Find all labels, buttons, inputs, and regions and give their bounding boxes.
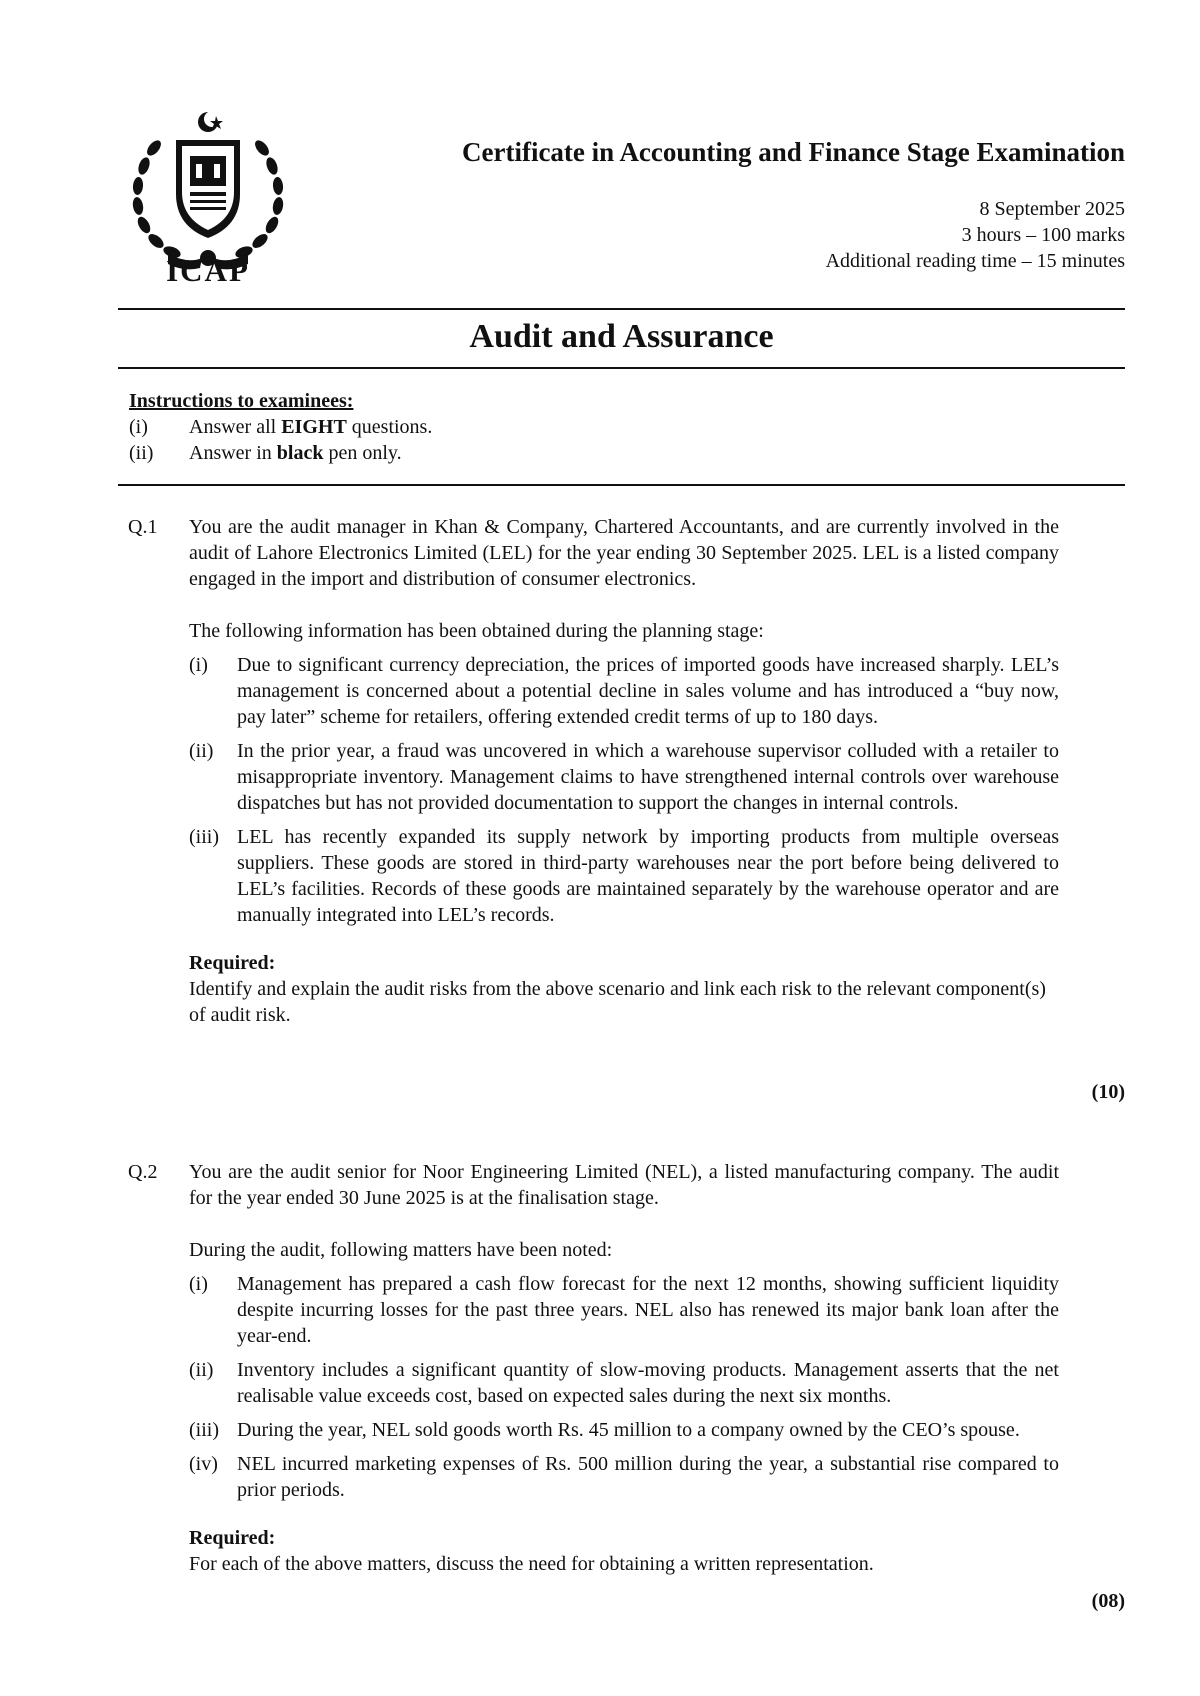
instruction-item xyxy=(129,440,402,466)
instruction-emphasis: EIGHT xyxy=(281,416,347,438)
scenario-item xyxy=(189,1417,1059,1443)
question-body xyxy=(189,1159,1059,1577)
scenario-item-text: During the year, NEL sold goods worth Rs. 45 million to a company owned by the CEO’s spouse. xyxy=(237,1419,1020,1441)
question-marks: (10) xyxy=(1091,1081,1125,1103)
divider-instructions xyxy=(118,484,1125,486)
divider-subject xyxy=(118,367,1125,369)
logo-text: ICAP xyxy=(166,253,250,288)
scenario-item-text: LEL has recently expanded its supply network by importing products from multiple overseas suppliers. These goods are stored in third-party warehouses near the port before being delivered to LEL’s facilities. Records of these goods are maintained separately by the warehouse operator and are manually integrated into LEL’s records. xyxy=(237,826,1059,926)
instruction-item xyxy=(129,414,433,440)
instruction-emphasis: black xyxy=(276,442,324,464)
scenario-item-text: NEL incurred marketing expenses of Rs. 500 million during the year, a substantial rise compared to prior periods. xyxy=(237,1453,1059,1501)
scenario-item xyxy=(189,738,1059,816)
exam-title: Certificate in Accounting and Finance Stage Examination xyxy=(462,137,1125,167)
instruction-text: pen only. xyxy=(323,442,402,464)
scenario-item-text: Management has prepared a cash flow forecast for the next 12 months, showing sufficient liquidity despite incurring losses for the past three years. NEL also has renewed its major bank loan after the year-end. xyxy=(237,1273,1059,1347)
scenario-item-text: Inventory includes a significant quantity of slow-moving products. Management asserts that the net realisable value exceeds cost, based on expected sales during the next six months. xyxy=(237,1359,1059,1407)
scenario-item-text: Due to significant currency depreciation, the prices of imported goods have increased sharply. LEL’s management is concerned about a potential decline in sales volume and has introduced a “buy now, pay later” scheme for retailers, offering extended credit terms of up to 180 days. xyxy=(237,654,1059,728)
question-lead: During the audit, following matters have been noted: xyxy=(189,1239,613,1261)
question-intro: You are the audit manager in Khan & Company, Chartered Accountants, and are currently involved in the audit of Lahore Electronics Limited (LEL) for the year ending 30 September 2025. LEL is a listed company engaged in the import and distribution of consumer electronics. xyxy=(189,516,1059,590)
instructions xyxy=(129,388,433,466)
question-intro: You are the audit senior for Noor Engineering Limited (NEL), a listed manufacturing company. The audit for the year ended 30 June 2025 is at the finalisation stage. xyxy=(189,1161,1059,1209)
exam-date: 8 September 2025 xyxy=(979,198,1125,220)
question-number: Q.1 xyxy=(128,516,158,538)
scenario-item xyxy=(189,1357,1059,1409)
required-label: Required: xyxy=(189,952,276,974)
instructions-heading: Instructions to examinees: xyxy=(129,390,354,412)
instruction-text: Answer all xyxy=(189,416,282,438)
instruction-number: (i) xyxy=(129,416,148,438)
scenario-item-number: (i) xyxy=(189,1273,208,1295)
question-lead: The following information has been obtained during the planning stage: xyxy=(189,620,764,642)
scenario-item xyxy=(189,652,1059,730)
question-body xyxy=(189,514,1059,1028)
exam-reading-time: Additional reading time – 15 minutes xyxy=(825,250,1125,272)
scenario-item-number: (iii) xyxy=(189,826,219,848)
required-text: Identify and explain the audit risks from the above scenario and link each risk to the relevant component(s) of audit risk. xyxy=(189,978,1046,1026)
scenario-item-text: In the prior year, a fraud was uncovered in which a warehouse supervisor colluded with a retailer to misappropriate inventory. Management claims to have strengthened internal controls over warehouse dispatches but has not provided documentation to support the changes in internal controls. xyxy=(237,740,1059,814)
required-text: For each of the above matters, discuss the need for obtaining a written representation. xyxy=(189,1553,874,1575)
exam-meta xyxy=(826,196,1125,274)
instruction-text: Answer in xyxy=(189,442,277,464)
scenario-item xyxy=(189,824,1059,928)
scenario-item xyxy=(189,1271,1059,1349)
required-label: Required: xyxy=(189,1527,276,1549)
question-number: Q.2 xyxy=(128,1161,158,1183)
subject-title: Audit and Assurance xyxy=(469,318,774,355)
scenario-item-number: (i) xyxy=(189,654,208,676)
scenario-item-number: (iii) xyxy=(189,1419,219,1441)
scenario-item-number: (ii) xyxy=(189,1359,214,1381)
scenario-item xyxy=(189,1451,1059,1503)
instruction-number: (ii) xyxy=(129,442,154,464)
divider-top xyxy=(118,308,1125,310)
scenario-item-number: (iv) xyxy=(189,1453,218,1475)
instruction-text: questions. xyxy=(346,416,433,438)
question-marks: (08) xyxy=(1091,1590,1125,1612)
scenario-item-number: (ii) xyxy=(189,740,214,762)
exam-duration: 3 hours – 100 marks xyxy=(961,224,1125,246)
